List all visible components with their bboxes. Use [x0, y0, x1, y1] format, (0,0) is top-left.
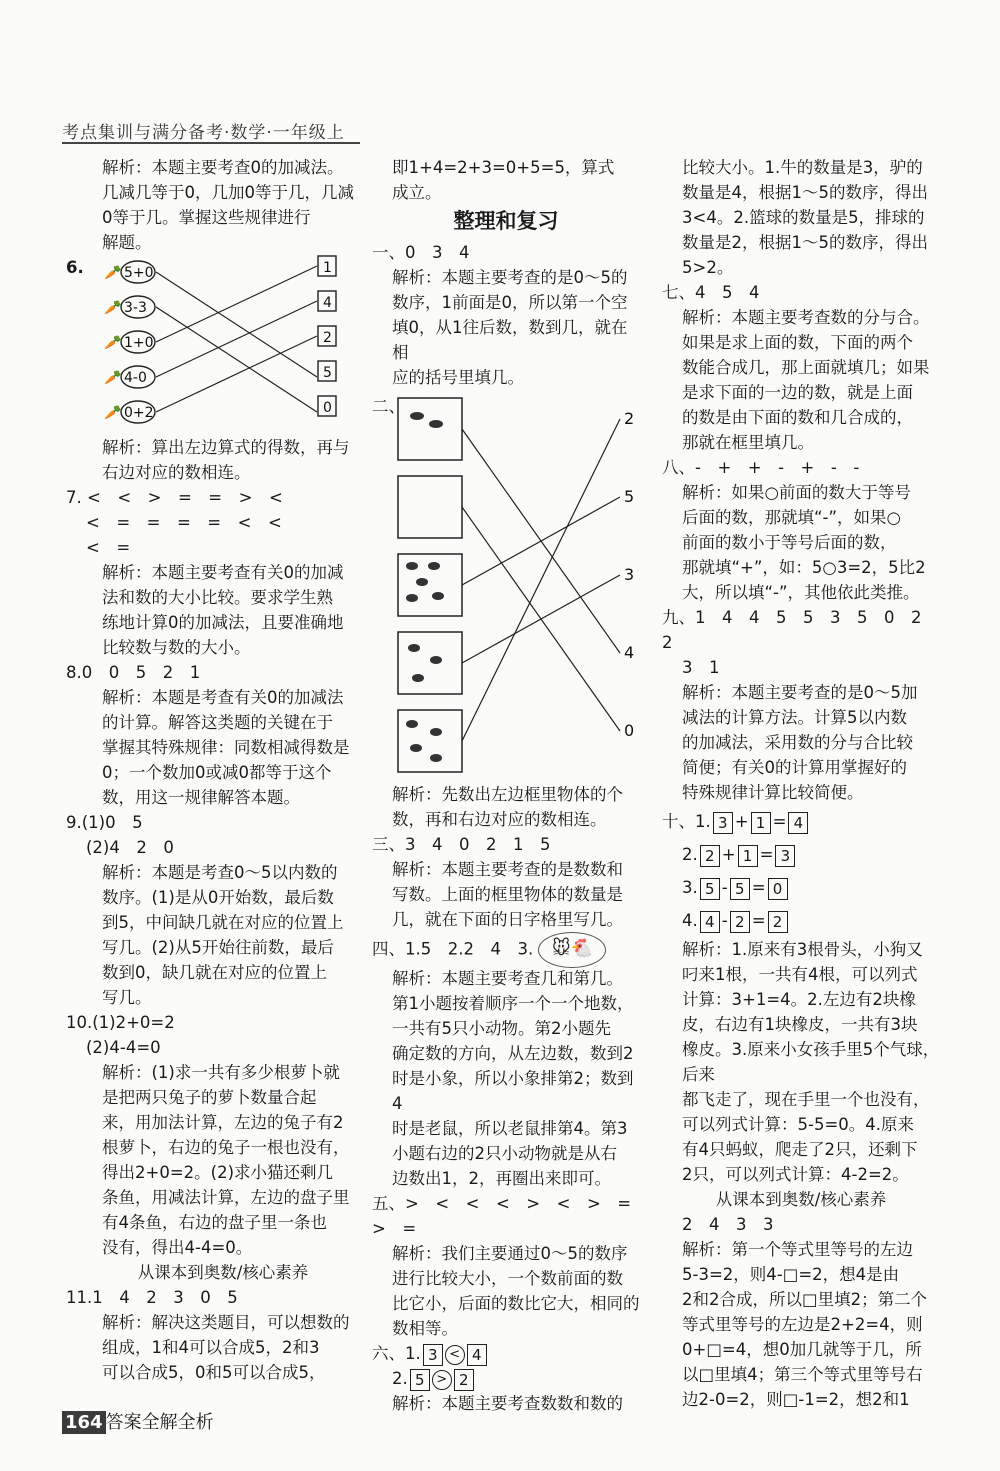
answer-box: 3 [713, 812, 733, 834]
s11-answer: 2 4 3 3 [682, 1215, 774, 1234]
q6-label: 6. [66, 258, 84, 277]
text-line: 第1小题按着顺序一个一个地数， [392, 994, 634, 1013]
carrot-icon [104, 264, 121, 281]
text-line: 是求下面的一边的数，就是上面 [682, 383, 913, 402]
section-title: 整理和复习 [453, 209, 559, 233]
text-line: 3<4。2.篮球的数量是5，排球的 [682, 208, 925, 227]
text-line: 掌握其特殊规律：同数相减得数是 [102, 738, 350, 757]
answer-box: 1 [738, 845, 758, 867]
text-line: 条鱼，用减法计算，左边的盘子里 [102, 1188, 350, 1207]
s5-explanation [372, 1241, 640, 1341]
right-num-2: 2 [323, 330, 332, 346]
s6-1-answer [372, 1341, 640, 1366]
text-line: 边数出1，2，再圈出来即可。 [392, 1169, 611, 1188]
right-num-0: 0 [624, 721, 635, 740]
text-line: 解析：本题主要考查的是数数和 [392, 860, 623, 879]
q6-explanation [82, 435, 364, 485]
text-line: 确定数的方向，从左边数，数到2 [392, 1044, 634, 1063]
text-line: 有4条鱼，右边的盘子里一条也 [102, 1213, 327, 1232]
footer-label: 答案全解全析 [105, 1412, 214, 1433]
operator: - [721, 911, 728, 930]
answer-box: 4 [788, 812, 808, 834]
s10-row-4: 4. 4 - 2 = 2 [662, 904, 940, 937]
text-line: 3 1 [682, 658, 720, 677]
answer-box: 5 [410, 1369, 430, 1391]
q6-figure [82, 255, 364, 435]
text-line: 数量是4，根据1～5的数序，得出 [682, 183, 928, 202]
carryover-text [372, 155, 640, 205]
s10-row-1: 十、1. 3 + 1 = 4 [662, 805, 940, 838]
text-line: 大，所以填“-”，其他依此类推。 [682, 583, 920, 602]
text-line: 九、1 4 4 5 5 3 5 0 2 2 [662, 608, 938, 652]
right-num-2: 2 [624, 409, 635, 428]
text-line: (2)4-4=0 [86, 1038, 161, 1057]
text-line: 解析：1.原来有3根骨头，小狗又 [682, 940, 923, 959]
text-line: 5-3=2，则4-□=2，想4是由 [682, 1265, 900, 1284]
answer-box: 2 [700, 845, 720, 867]
s8-explanation [662, 480, 940, 605]
q11-answer: 11.1 4 2 3 0 5 [66, 1288, 238, 1307]
text-line: 写几。 [102, 988, 152, 1007]
text-line: 等式里等号的左边是2+2=4，则 [682, 1315, 923, 1334]
text-line: 得出2+0=2。(2)求小猫还剩几 [102, 1163, 334, 1182]
text-line: 减法的计算方法。计算5以内数 [682, 708, 907, 727]
s10-answers [662, 805, 940, 937]
s3-answer: 三、3 4 0 2 1 5 [372, 835, 551, 854]
page-footer [62, 1408, 214, 1434]
text-line: 解析：(1)求一共有多少根萝卜就 [102, 1063, 340, 1082]
s2-matching [372, 390, 640, 782]
q6-matching [66, 255, 364, 435]
right-num-0: 0 [323, 400, 332, 416]
text-line: 到5，中间缺几就在对应的位置上 [102, 913, 344, 932]
text-line: 7. < < > = = > < [66, 488, 283, 507]
s2-explanation [372, 782, 640, 832]
text-line: 简便；有关0的计算用掌握好的 [682, 758, 907, 777]
answer-box: 4 [467, 1344, 487, 1366]
answer-box: 2 [730, 911, 750, 933]
svg-text:🥕: 🥕 [104, 335, 122, 351]
text-line: 时是老鼠，所以老鼠排第4。第3 [392, 1119, 628, 1138]
text-line: 是把两只兔子的萝卜数量合起 [102, 1088, 317, 1107]
text-line: 比它小，后面的数比它大，相同的 [392, 1294, 640, 1313]
animals-circle-icon: 🐭🐔 [538, 932, 606, 968]
svg-text:🥕: 🥕 [104, 265, 122, 281]
text-line: 皮，右边有1块橡皮，一共有3块 [682, 1015, 918, 1034]
subsection-title: 从课本到奥数/核心素养 [137, 1263, 309, 1282]
text-line: 小题右边的2只小动物就是从右 [392, 1144, 617, 1163]
text-line: 比较大小。1.牛的数量是3，驴的 [682, 158, 923, 177]
text-line: 数能合成几，那上面就填几；如果 [682, 358, 930, 377]
text-line: 组成，1和4可以合成5，2和3 [102, 1338, 320, 1357]
answer-box: 2 [768, 911, 788, 933]
q7-explanation [82, 560, 364, 660]
text-line: 2只，可以列式计算：4-2=2。 [682, 1165, 909, 1184]
q11-explanation [82, 1310, 364, 1385]
s10-row-2: 2. 2 + 1 = 3 [662, 838, 940, 871]
intro-explanation [82, 155, 364, 255]
q8-explanation [82, 685, 364, 810]
text-line: 写数。上面的框里物体的数量是 [392, 885, 623, 904]
text-line: 如果是求上面的数，下面的两个 [682, 333, 913, 352]
text-line: 特殊规律计算比较简便。 [682, 783, 864, 802]
text-line: 叼来1根，一共有4根，可以列式 [682, 965, 918, 984]
text-line: 数，再和右边对应的数相连。 [392, 810, 607, 829]
text-line: 填0，从1往后数，数到几，就在相 [392, 318, 628, 362]
q10-answer [66, 1010, 364, 1060]
text-line: 数序。(1)是从0开始数，最后数 [102, 888, 334, 907]
text-line: 的计算。解答这类题的关键在于 [102, 713, 333, 732]
text-line: 的数是由下面的数和几合成的， [682, 408, 913, 427]
right-num-4: 4 [624, 643, 635, 662]
answer-box: 1 [751, 812, 771, 834]
label: 3. [682, 878, 698, 897]
carrot-icon [104, 334, 121, 351]
text-line: 几减几等于0，几加0等于几，几减 [102, 183, 354, 202]
matching-lines [462, 419, 620, 741]
text-line: 解析：我们主要通过0～5的数序 [392, 1244, 628, 1263]
text-line: 解析：本题是考查0～5以内数的 [102, 863, 338, 882]
text-line: 几，就在下面的日字格里写几。 [392, 910, 623, 929]
text-line: 0；一个数加0或减0都等于这个 [102, 763, 332, 782]
carrot-icon [104, 299, 121, 316]
text-line: 解析：本题主要考查0的加减法。 [102, 158, 344, 177]
left-expr-5+0: 5+0 [124, 265, 154, 281]
text-line: 成立。 [392, 183, 442, 202]
text-line: 练地计算0的加减法，且要准确地 [102, 613, 344, 632]
left-expr-3-3: 3-3 [124, 300, 147, 316]
matching-lines [156, 266, 317, 412]
s8-answer: 八、- + + - + - - [662, 458, 860, 477]
s1-answer: 一、0 3 4 [372, 243, 470, 262]
q8-answer: 8.0 0 5 2 1 [66, 663, 201, 682]
s7-explanation [662, 305, 940, 455]
text-line: 来，用加法计算，左边的兔子有2 [102, 1113, 344, 1132]
text-line: 解析：本题主要考查的是0～5加 [682, 683, 918, 702]
text-line: 数序，1前面是0，所以第一个空 [392, 293, 628, 312]
text-line: 解析：本题主要考查有关0的加减 [102, 563, 344, 582]
text-line: 9.(1)0 5 [66, 813, 143, 832]
text-line: 比较数与数的大小。 [102, 638, 251, 657]
column-3 [662, 155, 940, 1412]
compare-circle: > [432, 1370, 452, 1390]
text-line: 解析：先数出左边框里物体的个 [392, 785, 623, 804]
s4-answer [372, 932, 640, 966]
text-line: 以□里填4；第三个等式里等号右 [682, 1365, 923, 1384]
s2-label: 二、 [372, 397, 405, 416]
compare-circle: < [445, 1345, 465, 1365]
s2-figure [372, 390, 640, 782]
s1-explanation [372, 265, 640, 390]
left-expr-1+0: 1+0 [124, 335, 154, 351]
operator: - [721, 878, 728, 897]
s4-text: 四、1.5 2.2 4 3. [372, 939, 534, 959]
text-line: 数，用这一规律解答本题。 [102, 788, 300, 807]
running-header: 考点集训与满分备考·数学·一年级上 [62, 123, 345, 143]
answer-box: 5 [730, 878, 750, 900]
text-line: 没有，得出4-4=0。 [102, 1238, 253, 1257]
text-line: 2和2合成，所以□里填2；第二个 [682, 1290, 928, 1309]
s9-explanation [662, 680, 940, 805]
text-line: 橡皮。3.原来小女孩手里5个气球，后来 [682, 1040, 940, 1084]
text-line: 边2-0=2，则□-1=2，想2和1 [682, 1390, 910, 1409]
s11-explanation [662, 1237, 940, 1412]
text-line: 那就填“+”，如：5○3=2，5比2 [682, 558, 926, 577]
answer-box: 5 [700, 878, 720, 900]
text-line: 法和数的大小比较。要求学生熟 [102, 588, 333, 607]
q10-explanation [82, 1060, 364, 1260]
text-line: < = = = = < < [86, 513, 282, 532]
text-line: 计算：3+1=4。2.左边有2块橡 [682, 990, 916, 1009]
text-line: 右边对应的数相连。 [102, 463, 251, 482]
column-2 [372, 155, 648, 1416]
label: 十、1. [662, 812, 711, 831]
text-line: 解题。 [102, 233, 152, 252]
s6-2-answer [372, 1366, 640, 1391]
text-line: 解析：算出左边算式的得数，再与 [102, 438, 350, 457]
label: 2. [392, 1369, 408, 1388]
right-num-1: 1 [323, 260, 332, 276]
answer-box: 0 [768, 878, 788, 900]
s10-explanation [662, 937, 940, 1187]
q7-answer [66, 485, 364, 560]
page-number: 164 [62, 1411, 106, 1434]
text-line: 10.(1)2+0=2 [66, 1013, 175, 1032]
right-num-5: 5 [624, 487, 635, 506]
label: 4. [682, 911, 698, 930]
s4-explanation [372, 966, 640, 1191]
text-line: 的加减法，采用数的分与合比较 [682, 733, 913, 752]
text-line: 0+□=4，想0加几就等于几，所 [682, 1340, 922, 1359]
answer-box: 4 [700, 911, 720, 933]
text-line: 应的括号里填几。 [392, 368, 524, 387]
text-line: 解析：第一个等式里等号的左边 [682, 1240, 913, 1259]
text-line: 解析：解决这类题目，可以想数的 [102, 1313, 350, 1332]
s7-answer: 七、4 5 4 [662, 283, 760, 302]
text-line: 根萝卜，右边的兔子一根也没有， [102, 1138, 350, 1157]
text-line: 即1+4=2+3=0+5=5，算式 [392, 158, 615, 177]
q9-explanation [82, 860, 364, 1010]
text-line: 5>2。 [682, 258, 734, 277]
right-num-3: 3 [624, 565, 635, 584]
header-rule [62, 142, 360, 144]
text-line: 解析：本题主要考查几和第几。 [392, 969, 623, 988]
text-line: 那就在框里填几。 [682, 433, 814, 452]
s10-row-3: 3. 5 - 5 = 0 [662, 871, 940, 904]
text-line: 前面的数小于等号后面的数， [682, 533, 897, 552]
label: 六、1. [372, 1344, 421, 1363]
text-line: 进行比较大小，一个数前面的数 [392, 1269, 623, 1288]
text-line: (2)4 2 0 [86, 838, 174, 857]
s5-answer: 五、> < < < > < > = > = [372, 1194, 648, 1238]
text-line: 有4只蚂蚁，爬走了2只，还剩下 [682, 1140, 918, 1159]
q9-answer [66, 810, 364, 860]
box-2-items [398, 398, 462, 460]
svg-text:🥕: 🥕 [104, 300, 122, 316]
label: 2. [682, 845, 698, 864]
box-0-items [398, 476, 462, 538]
right-num-5: 5 [323, 365, 332, 381]
text-line: 数到0，缺几就在对应的位置上 [102, 963, 327, 982]
text-line: 解析：本题主要考查的是0～5的 [392, 268, 628, 287]
subsection-title: 从课本到奥数/核心素养 [715, 1190, 887, 1209]
text-line: 0等于几。掌握这些规律进行 [102, 208, 311, 227]
answer-box: 3 [423, 1344, 443, 1366]
box-3-items [398, 632, 462, 694]
text-line: 可以合成5，0和5可以合成5， [102, 1363, 326, 1382]
operator: + [734, 812, 749, 831]
left-expr-4-0: 4-0 [124, 370, 147, 386]
answer-box: 2 [454, 1369, 474, 1391]
text-line: 数相等。 [392, 1319, 458, 1338]
svg-text:🥕: 🥕 [104, 370, 122, 386]
carrot-icon [104, 404, 121, 421]
text-line: 解析：本题主要考查数的分与合。 [682, 308, 930, 327]
operator: + [721, 845, 736, 864]
s3-explanation [372, 857, 640, 932]
text-line: 后面的数，那就填“-”，如果○ [682, 508, 901, 527]
text-line: 数量是2，根据1～5的数序，得出 [682, 233, 928, 252]
svg-text:🥕: 🥕 [104, 405, 122, 421]
text-line: 可以列式计算：5-5=0。4.原来 [682, 1115, 915, 1134]
carryover-text [662, 155, 940, 280]
right-num-4: 4 [323, 295, 332, 311]
carrot-icon [104, 369, 121, 386]
text-line: 都飞走了，现在手里一个也没有， [682, 1090, 930, 1109]
text-line: 解析：本题是考查有关0的加减法 [102, 688, 344, 707]
text-line: 一共有5只小动物。第2小题先 [392, 1019, 611, 1038]
text-line: 写几。(2)从5开始往前数，最后 [102, 938, 334, 957]
answer-box: 3 [775, 845, 795, 867]
text-line: < = [86, 538, 131, 557]
text-line: 时是小象，所以小象排第2；数到4 [392, 1069, 634, 1113]
column-1 [66, 155, 364, 1385]
box-4-items [398, 710, 462, 772]
s6-explanation: 解析：本题主要考查数数和数的 [392, 1394, 623, 1413]
left-expr-0+2: 0+2 [124, 405, 154, 421]
s9-answer [662, 605, 940, 680]
text-line: 解析：如果○前面的数大于等号 [682, 483, 911, 502]
